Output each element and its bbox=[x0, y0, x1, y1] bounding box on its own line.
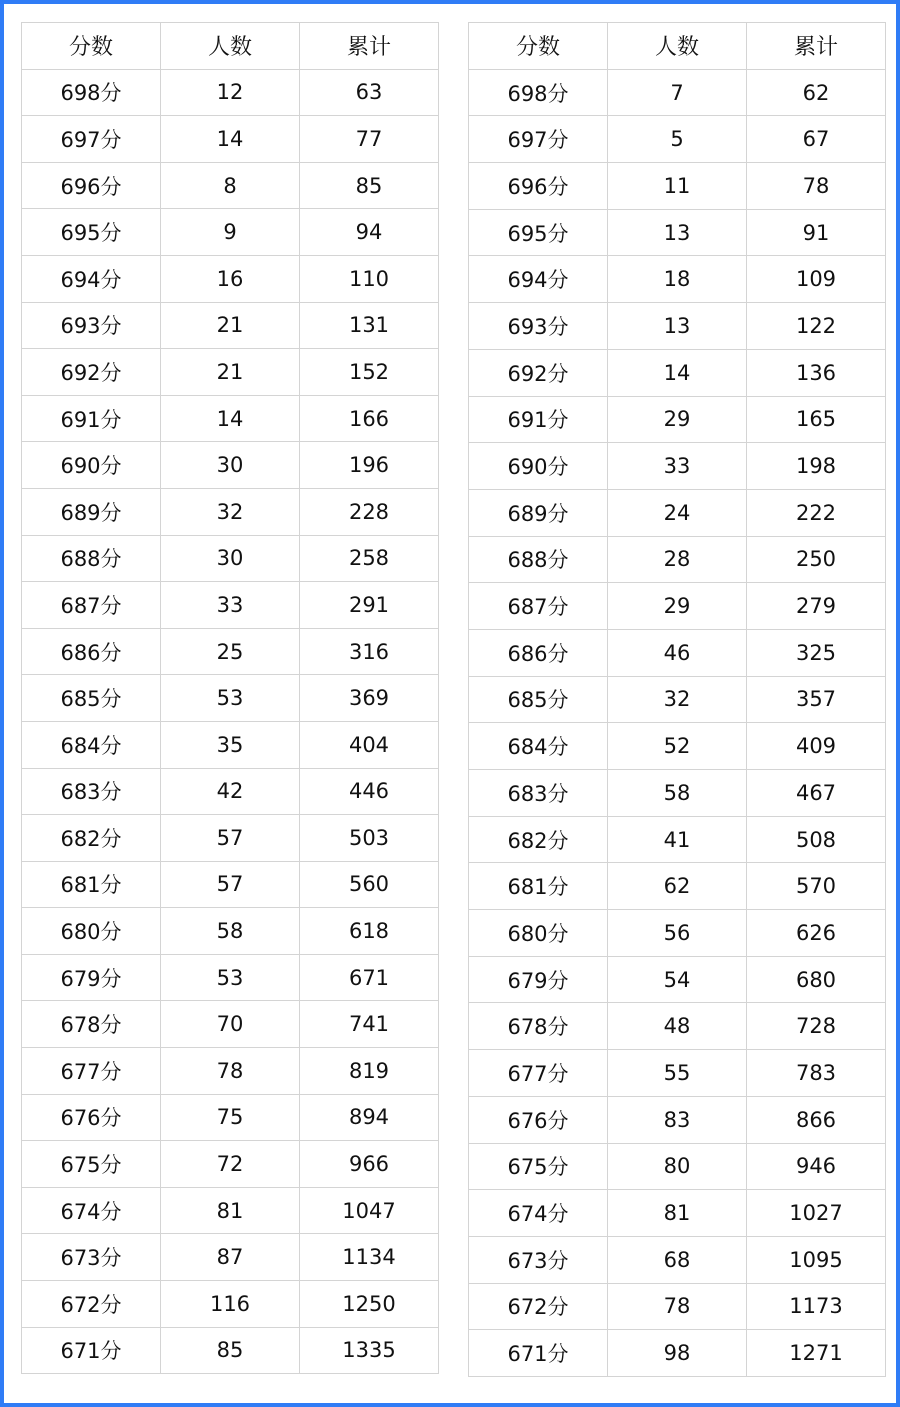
table-row bbox=[22, 1327, 439, 1374]
table-row bbox=[22, 768, 439, 815]
count-cell: 21 bbox=[161, 302, 300, 349]
score-cell: 685分 bbox=[469, 676, 608, 723]
cumulative-cell: 446 bbox=[300, 768, 439, 815]
count-cell: 18 bbox=[608, 256, 747, 303]
cumulative-cell: 508 bbox=[747, 816, 886, 863]
score-cell: 696分 bbox=[22, 162, 161, 209]
score-cell: 674分 bbox=[22, 1187, 161, 1234]
table-row bbox=[469, 676, 886, 723]
score-cell: 695分 bbox=[22, 209, 161, 256]
table-row bbox=[469, 910, 886, 957]
count-cell: 80 bbox=[608, 1143, 747, 1190]
cumulative-cell: 626 bbox=[747, 910, 886, 957]
table-row bbox=[22, 1048, 439, 1095]
cumulative-cell: 467 bbox=[747, 770, 886, 817]
cumulative-cell: 110 bbox=[300, 255, 439, 302]
score-cell: 679分 bbox=[22, 954, 161, 1001]
count-cell: 42 bbox=[161, 768, 300, 815]
score-cell: 677分 bbox=[469, 1050, 608, 1097]
count-cell: 5 bbox=[608, 116, 747, 163]
cumulative-cell: 63 bbox=[300, 69, 439, 116]
cumulative-cell: 136 bbox=[747, 349, 886, 396]
table-row bbox=[22, 861, 439, 908]
count-cell: 53 bbox=[161, 675, 300, 722]
score-cell: 680分 bbox=[22, 908, 161, 955]
table-header-row bbox=[22, 23, 439, 70]
table-row bbox=[469, 583, 886, 630]
table-row bbox=[469, 69, 886, 116]
score-cell: 698分 bbox=[469, 69, 608, 116]
count-cell: 29 bbox=[608, 583, 747, 630]
cumulative-cell: 783 bbox=[747, 1050, 886, 1097]
score-cell: 690分 bbox=[469, 443, 608, 490]
count-cell: 9 bbox=[161, 209, 300, 256]
cumulative-cell: 94 bbox=[300, 209, 439, 256]
cumulative-cell: 570 bbox=[747, 863, 886, 910]
header-cumulative: 累计 bbox=[747, 23, 886, 70]
cumulative-cell: 279 bbox=[747, 583, 886, 630]
count-cell: 35 bbox=[161, 721, 300, 768]
count-cell: 52 bbox=[608, 723, 747, 770]
count-cell: 24 bbox=[608, 489, 747, 536]
table-row bbox=[22, 209, 439, 256]
count-cell: 53 bbox=[161, 954, 300, 1001]
count-cell: 46 bbox=[608, 629, 747, 676]
header-cumulative: 累计 bbox=[300, 23, 439, 70]
cumulative-cell: 1271 bbox=[747, 1330, 886, 1377]
count-cell: 87 bbox=[161, 1234, 300, 1281]
table-row bbox=[22, 908, 439, 955]
cumulative-cell: 819 bbox=[300, 1048, 439, 1095]
table-row bbox=[469, 489, 886, 536]
score-cell: 677分 bbox=[22, 1048, 161, 1095]
count-cell: 58 bbox=[608, 770, 747, 817]
table-row bbox=[469, 863, 886, 910]
table-row bbox=[22, 69, 439, 116]
cumulative-cell: 946 bbox=[747, 1143, 886, 1190]
cumulative-cell: 560 bbox=[300, 861, 439, 908]
cumulative-cell: 196 bbox=[300, 442, 439, 489]
score-cell: 672分 bbox=[469, 1283, 608, 1330]
score-table-left-body bbox=[22, 69, 439, 1374]
table-row bbox=[22, 675, 439, 722]
cumulative-cell: 62 bbox=[747, 69, 886, 116]
table-row bbox=[469, 536, 886, 583]
count-cell: 72 bbox=[161, 1141, 300, 1188]
table-row bbox=[22, 116, 439, 163]
header-score: 分数 bbox=[22, 23, 161, 70]
table-row bbox=[469, 723, 886, 770]
score-cell: 671分 bbox=[469, 1330, 608, 1377]
count-cell: 116 bbox=[161, 1281, 300, 1328]
table-row bbox=[22, 1141, 439, 1188]
cumulative-cell: 131 bbox=[300, 302, 439, 349]
score-cell: 684分 bbox=[22, 721, 161, 768]
cumulative-cell: 250 bbox=[747, 536, 886, 583]
count-cell: 30 bbox=[161, 442, 300, 489]
table-row bbox=[22, 488, 439, 535]
cumulative-cell: 966 bbox=[300, 1141, 439, 1188]
cumulative-cell: 91 bbox=[747, 209, 886, 256]
table-row bbox=[469, 256, 886, 303]
table-row bbox=[469, 1050, 886, 1097]
score-cell: 694分 bbox=[469, 256, 608, 303]
count-cell: 57 bbox=[161, 815, 300, 862]
count-cell: 12 bbox=[161, 69, 300, 116]
count-cell: 13 bbox=[608, 303, 747, 350]
count-cell: 28 bbox=[608, 536, 747, 583]
score-table-right-body bbox=[469, 69, 886, 1376]
score-cell: 691分 bbox=[22, 395, 161, 442]
table-row bbox=[469, 1283, 886, 1330]
score-cell: 689分 bbox=[469, 489, 608, 536]
count-cell: 55 bbox=[608, 1050, 747, 1097]
count-cell: 16 bbox=[161, 255, 300, 302]
cumulative-cell: 109 bbox=[747, 256, 886, 303]
score-cell: 695分 bbox=[469, 209, 608, 256]
count-cell: 33 bbox=[161, 582, 300, 629]
count-cell: 32 bbox=[161, 488, 300, 535]
score-cell: 679分 bbox=[469, 956, 608, 1003]
header-count: 人数 bbox=[161, 23, 300, 70]
table-row bbox=[469, 1190, 886, 1237]
header-count: 人数 bbox=[608, 23, 747, 70]
cumulative-cell: 325 bbox=[747, 629, 886, 676]
table-row bbox=[22, 162, 439, 209]
cumulative-cell: 503 bbox=[300, 815, 439, 862]
cumulative-cell: 1335 bbox=[300, 1327, 439, 1374]
score-cell: 672分 bbox=[22, 1281, 161, 1328]
count-cell: 25 bbox=[161, 628, 300, 675]
score-cell: 682分 bbox=[469, 816, 608, 863]
table-row bbox=[469, 1330, 886, 1377]
cumulative-cell: 85 bbox=[300, 162, 439, 209]
count-cell: 78 bbox=[161, 1048, 300, 1095]
cumulative-cell: 409 bbox=[747, 723, 886, 770]
cumulative-cell: 1027 bbox=[747, 1190, 886, 1237]
score-cell: 680分 bbox=[469, 910, 608, 957]
score-cell: 697分 bbox=[469, 116, 608, 163]
table-row bbox=[22, 255, 439, 302]
count-cell: 81 bbox=[608, 1190, 747, 1237]
cumulative-cell: 166 bbox=[300, 395, 439, 442]
count-cell: 14 bbox=[161, 395, 300, 442]
count-cell: 8 bbox=[161, 162, 300, 209]
score-cell: 676分 bbox=[469, 1096, 608, 1143]
table-row bbox=[22, 582, 439, 629]
table-row bbox=[469, 396, 886, 443]
cumulative-cell: 228 bbox=[300, 488, 439, 535]
table-row bbox=[22, 1281, 439, 1328]
count-cell: 57 bbox=[161, 861, 300, 908]
cumulative-cell: 1047 bbox=[300, 1187, 439, 1234]
score-cell: 693分 bbox=[22, 302, 161, 349]
header-score: 分数 bbox=[469, 23, 608, 70]
score-cell: 688分 bbox=[22, 535, 161, 582]
count-cell: 62 bbox=[608, 863, 747, 910]
cumulative-cell: 291 bbox=[300, 582, 439, 629]
table-row bbox=[22, 1094, 439, 1141]
score-cell: 674分 bbox=[469, 1190, 608, 1237]
count-cell: 14 bbox=[608, 349, 747, 396]
score-cell: 694分 bbox=[22, 255, 161, 302]
table-row bbox=[469, 1143, 886, 1190]
count-cell: 85 bbox=[161, 1327, 300, 1374]
cumulative-cell: 165 bbox=[747, 396, 886, 443]
cumulative-cell: 741 bbox=[300, 1001, 439, 1048]
table-row bbox=[22, 535, 439, 582]
score-cell: 683分 bbox=[22, 768, 161, 815]
cumulative-cell: 728 bbox=[747, 1003, 886, 1050]
score-cell: 693分 bbox=[469, 303, 608, 350]
score-cell: 686分 bbox=[469, 629, 608, 676]
count-cell: 78 bbox=[608, 1283, 747, 1330]
cumulative-cell: 67 bbox=[747, 116, 886, 163]
score-cell: 671分 bbox=[22, 1327, 161, 1374]
table-row bbox=[469, 116, 886, 163]
table-row bbox=[22, 954, 439, 1001]
table-row bbox=[22, 349, 439, 396]
table-row bbox=[22, 395, 439, 442]
score-cell: 673分 bbox=[469, 1236, 608, 1283]
score-cell: 688分 bbox=[469, 536, 608, 583]
count-cell: 98 bbox=[608, 1330, 747, 1377]
count-cell: 58 bbox=[161, 908, 300, 955]
score-cell: 682分 bbox=[22, 815, 161, 862]
count-cell: 75 bbox=[161, 1094, 300, 1141]
table-row bbox=[22, 1187, 439, 1234]
score-cell: 687分 bbox=[469, 583, 608, 630]
cumulative-cell: 1250 bbox=[300, 1281, 439, 1328]
table-row bbox=[469, 1236, 886, 1283]
score-cell: 678分 bbox=[22, 1001, 161, 1048]
count-cell: 29 bbox=[608, 396, 747, 443]
cumulative-cell: 369 bbox=[300, 675, 439, 722]
count-cell: 13 bbox=[608, 209, 747, 256]
score-cell: 678分 bbox=[469, 1003, 608, 1050]
table-row bbox=[469, 443, 886, 490]
cumulative-cell: 618 bbox=[300, 908, 439, 955]
score-cell: 697分 bbox=[22, 116, 161, 163]
cumulative-cell: 866 bbox=[747, 1096, 886, 1143]
cumulative-cell: 1095 bbox=[747, 1236, 886, 1283]
score-cell: 691分 bbox=[469, 396, 608, 443]
count-cell: 81 bbox=[161, 1187, 300, 1234]
count-cell: 14 bbox=[161, 116, 300, 163]
table-row bbox=[469, 1096, 886, 1143]
table-row bbox=[469, 816, 886, 863]
score-cell: 698分 bbox=[22, 69, 161, 116]
score-cell: 686分 bbox=[22, 628, 161, 675]
table-row bbox=[22, 1001, 439, 1048]
cumulative-cell: 258 bbox=[300, 535, 439, 582]
cumulative-cell: 894 bbox=[300, 1094, 439, 1141]
cumulative-cell: 222 bbox=[747, 489, 886, 536]
score-cell: 681分 bbox=[469, 863, 608, 910]
count-cell: 32 bbox=[608, 676, 747, 723]
count-cell: 68 bbox=[608, 1236, 747, 1283]
cumulative-cell: 122 bbox=[747, 303, 886, 350]
cumulative-cell: 357 bbox=[747, 676, 886, 723]
count-cell: 30 bbox=[161, 535, 300, 582]
score-cell: 696分 bbox=[469, 163, 608, 210]
cumulative-cell: 671 bbox=[300, 954, 439, 1001]
table-header-row bbox=[469, 23, 886, 70]
table-row bbox=[22, 302, 439, 349]
count-cell: 11 bbox=[608, 163, 747, 210]
cumulative-cell: 1173 bbox=[747, 1283, 886, 1330]
table-row bbox=[22, 1234, 439, 1281]
table-row bbox=[469, 303, 886, 350]
score-cell: 673分 bbox=[22, 1234, 161, 1281]
cumulative-cell: 680 bbox=[747, 956, 886, 1003]
cumulative-cell: 152 bbox=[300, 349, 439, 396]
count-cell: 56 bbox=[608, 910, 747, 957]
score-cell: 687分 bbox=[22, 582, 161, 629]
table-row bbox=[22, 442, 439, 489]
cumulative-cell: 316 bbox=[300, 628, 439, 675]
count-cell: 48 bbox=[608, 1003, 747, 1050]
count-cell: 33 bbox=[608, 443, 747, 490]
count-cell: 21 bbox=[161, 349, 300, 396]
count-cell: 70 bbox=[161, 1001, 300, 1048]
score-table-left bbox=[21, 22, 439, 1374]
score-cell: 675分 bbox=[22, 1141, 161, 1188]
count-cell: 54 bbox=[608, 956, 747, 1003]
table-row bbox=[469, 209, 886, 256]
count-cell: 83 bbox=[608, 1096, 747, 1143]
cumulative-cell: 404 bbox=[300, 721, 439, 768]
table-row bbox=[469, 956, 886, 1003]
score-cell: 675分 bbox=[469, 1143, 608, 1190]
count-cell: 41 bbox=[608, 816, 747, 863]
score-cell: 676分 bbox=[22, 1094, 161, 1141]
table-row bbox=[469, 1003, 886, 1050]
cumulative-cell: 77 bbox=[300, 116, 439, 163]
table-row bbox=[469, 629, 886, 676]
table-row bbox=[22, 815, 439, 862]
table-row bbox=[469, 163, 886, 210]
score-cell: 692分 bbox=[22, 349, 161, 396]
cumulative-cell: 78 bbox=[747, 163, 886, 210]
table-row bbox=[469, 349, 886, 396]
table-row bbox=[469, 770, 886, 817]
score-cell: 692分 bbox=[469, 349, 608, 396]
score-cell: 690分 bbox=[22, 442, 161, 489]
table-row bbox=[22, 721, 439, 768]
score-cell: 681分 bbox=[22, 861, 161, 908]
score-table-right bbox=[468, 22, 886, 1377]
cumulative-cell: 1134 bbox=[300, 1234, 439, 1281]
cumulative-cell: 198 bbox=[747, 443, 886, 490]
score-cell: 689分 bbox=[22, 488, 161, 535]
count-cell: 7 bbox=[608, 69, 747, 116]
score-cell: 684分 bbox=[469, 723, 608, 770]
table-row bbox=[22, 628, 439, 675]
score-cell: 685分 bbox=[22, 675, 161, 722]
score-cell: 683分 bbox=[469, 770, 608, 817]
